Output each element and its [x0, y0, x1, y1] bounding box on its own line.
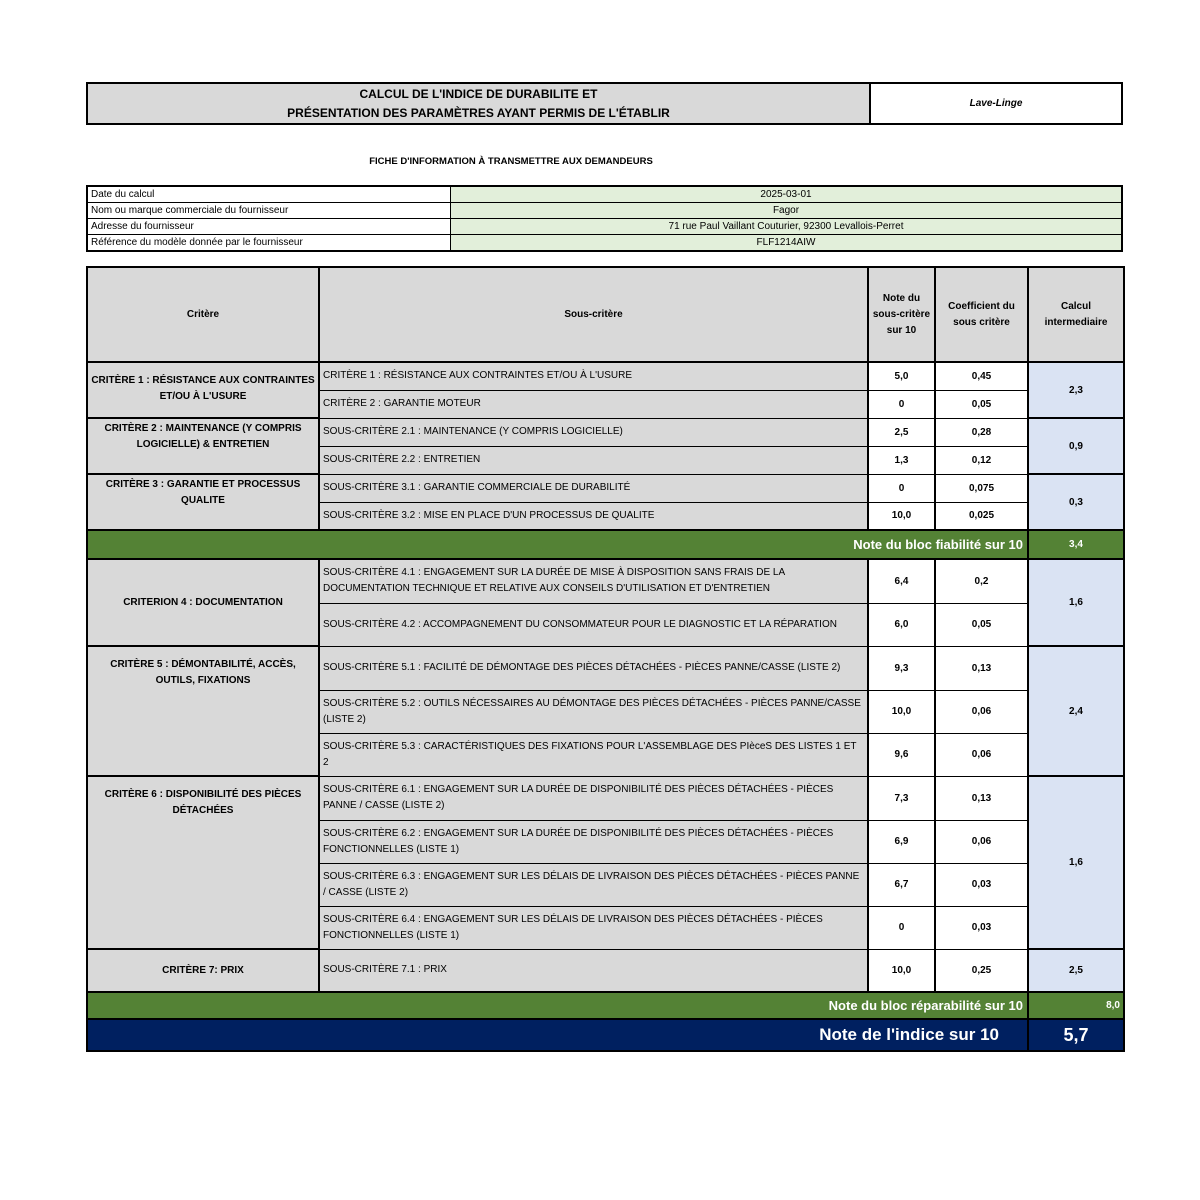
info-label: Nom ou marque commerciale du fournisseur: [87, 203, 451, 219]
info-value: Fagor: [451, 203, 1123, 219]
sub-criterion-note: 6,9: [868, 820, 935, 863]
sub-criterion-label: SOUS-CRITÈRE 5.2 : OUTILS NÉCESSAIRES AU DÉMONTAGE DES PIÈCES DÉTACHÉES - PIÈCES PANNE/CASSE (LISTE 2): [319, 690, 868, 733]
table-row: [87, 646, 1124, 690]
criterion-label: CRITÈRE 1 : RÉSISTANCE AUX CONTRAINTES ET/OU À L'USURE: [87, 362, 319, 418]
sub-criterion-label: SOUS-CRITÈRE 6.1 : ENGAGEMENT SUR LA DURÉE DE DISPONIBILITÉ DES PIÈCES DÉTACHÉES - PIÈCES PANNE / CASSE (LISTE 2): [319, 776, 868, 820]
criterion-label: CRITÈRE 6 : DISPONIBILITÉ DES PIÈCES DÉTACHÉES: [87, 776, 319, 949]
table-row: [87, 474, 1124, 502]
fiabilite-label: Note du bloc fiabilité sur 10: [87, 530, 1028, 559]
reparabilite-row: [87, 992, 1124, 1019]
info-label: Adresse du fournisseur: [87, 219, 451, 235]
sub-criterion-note: 7,3: [868, 776, 935, 820]
document-header: [86, 82, 1123, 125]
sub-criterion-label: SOUS-CRITÈRE 7.1 : PRIX: [319, 949, 868, 992]
sub-criterion-coef: 0,13: [935, 646, 1028, 690]
table-row: [87, 418, 1124, 446]
sub-criterion-label: SOUS-CRITÈRE 4.1 : ENGAGEMENT SUR LA DURÉE DE MISE À DISPOSITION SANS FRAIS DE LA DOCUMENTATION TECHNIQUE ET RELATIVE AUX CONSEILS D'UTILISATION ET D'ENTRETIEN: [319, 559, 868, 603]
sub-criterion-label: SOUS-CRITÈRE 5.3 : CARACTÉRISTIQUES DES FIXATIONS POUR L'ASSEMBLAGE DES PIèceS DES LISTES 1 ET 2: [319, 733, 868, 776]
sub-criterion-note: 0: [868, 474, 935, 502]
sub-criterion-label: SOUS-CRITÈRE 2.1 : MAINTENANCE (Y COMPRIS LOGICIELLE): [319, 418, 868, 446]
sub-criterion-note: 10,0: [868, 690, 935, 733]
supplier-info-table: [86, 185, 1123, 252]
info-row: [87, 186, 1122, 203]
criterion-calc: 1,6: [1028, 776, 1124, 949]
criterion-label: CRITÈRE 5 : DÉMONTABILITÉ, ACCÈS, OUTILS, FIXATIONS: [87, 646, 319, 776]
sub-criterion-coef: 0,025: [935, 502, 1028, 530]
info-value: 71 rue Paul Vaillant Couturier, 92300 Levallois-Perret: [451, 219, 1123, 235]
sub-criterion-label: SOUS-CRITÈRE 3.1 : GARANTIE COMMERCIALE DE DURABILITÉ: [319, 474, 868, 502]
criterion-calc: 0,9: [1028, 418, 1124, 474]
sub-criterion-note: 10,0: [868, 949, 935, 992]
sub-criterion-coef: 0,45: [935, 362, 1028, 390]
info-row: [87, 235, 1122, 252]
sub-criterion-coef: 0,03: [935, 863, 1028, 906]
criterion-calc: 0,3: [1028, 474, 1124, 530]
table-header-row: [87, 267, 1124, 362]
sub-criterion-coef: 0,03: [935, 906, 1028, 949]
document-title: [88, 84, 871, 123]
sub-criterion-note: 10,0: [868, 502, 935, 530]
sub-criterion-label: SOUS-CRITÈRE 6.4 : ENGAGEMENT SUR LES DÉLAIS DE LIVRAISON DES PIÈCES DÉTACHÉES - PIÈCES FONCTIONNELLES (LISTE 1): [319, 906, 868, 949]
criterion-label: CRITÈRE 3 : GARANTIE ET PROCESSUS QUALITE: [87, 474, 319, 530]
fiabilite-value: 3,4: [1028, 530, 1124, 559]
sub-criterion-note: 0: [868, 390, 935, 418]
sub-criterion-note: 6,4: [868, 559, 935, 603]
sub-criterion-note: 9,3: [868, 646, 935, 690]
criterion-calc: 1,6: [1028, 559, 1124, 646]
sub-criterion-coef: 0,13: [935, 776, 1028, 820]
column-header-calc: Calcul intermediaire: [1028, 267, 1124, 362]
sub-criterion-coef: 0,075: [935, 474, 1028, 502]
sub-criterion-label: CRITÈRE 2 : GARANTIE MOTEUR: [319, 390, 868, 418]
indice-row: [87, 1019, 1124, 1051]
info-row: [87, 219, 1122, 235]
indice-label: Note de l'indice sur 10: [87, 1019, 1028, 1051]
sub-criterion-note: 0: [868, 906, 935, 949]
info-label: Date du calcul: [87, 186, 451, 203]
product-type: Lave-Linge: [969, 98, 1023, 109]
table-row: [87, 949, 1124, 992]
sub-criterion-label: SOUS-CRITÈRE 2.2 : ENTRETIEN: [319, 446, 868, 474]
column-header-note: Note du sous-critère sur 10: [868, 267, 935, 362]
criterion-calc: 2,5: [1028, 949, 1124, 992]
sub-criterion-label: CRITÈRE 1 : RÉSISTANCE AUX CONTRAINTES ET/OU À L'USURE: [319, 362, 868, 390]
title-line-2: PRÉSENTATION DES PARAMÈTRES AYANT PERMIS DE L'ÉTABLIR: [287, 105, 670, 120]
criterion-label: CRITERION 4 : DOCUMENTATION: [87, 559, 319, 646]
sub-criterion-label: SOUS-CRITÈRE 3.2 : MISE EN PLACE D'UN PROCESSUS DE QUALITE: [319, 502, 868, 530]
info-value: FLF1214AIW: [451, 235, 1123, 252]
sub-criterion-label: SOUS-CRITÈRE 4.2 : ACCOMPAGNEMENT DU CONSOMMATEUR POUR LE DIAGNOSTIC ET LA RÉPARATION: [319, 603, 868, 646]
subtitle: FICHE D'INFORMATION À TRANSMETTRE AUX DEMANDEURS: [369, 156, 653, 167]
sub-criterion-note: 6,7: [868, 863, 935, 906]
durability-index-table: [86, 266, 1125, 1052]
info-label: Référence du modèle donnée par le fournisseur: [87, 235, 451, 252]
info-value: 2025-03-01: [451, 186, 1123, 203]
sub-criterion-coef: 0,12: [935, 446, 1028, 474]
sub-criterion-note: 5,0: [868, 362, 935, 390]
sub-criterion-coef: 0,25: [935, 949, 1028, 992]
fiabilite-row: [87, 530, 1124, 559]
sub-criterion-coef: 0,06: [935, 820, 1028, 863]
indice-value: 5,7: [1028, 1019, 1124, 1051]
sub-criterion-note: 6,0: [868, 603, 935, 646]
table-row: [87, 362, 1124, 390]
sub-criterion-label: SOUS-CRITÈRE 6.3 : ENGAGEMENT SUR LES DÉLAIS DE LIVRAISON DES PIÈCES DÉTACHÉES - PIÈCES PANNE / CASSE (LISTE 2): [319, 863, 868, 906]
sub-criterion-note: 1,3: [868, 446, 935, 474]
sub-criterion-coef: 0,2: [935, 559, 1028, 603]
criterion-label: CRITÈRE 7: PRIX: [87, 949, 319, 992]
criterion-label: CRITÈRE 2 : MAINTENANCE (Y COMPRIS LOGICIELLE) & ENTRETIEN: [87, 418, 319, 474]
table-row: [87, 776, 1124, 820]
sub-criterion-label: SOUS-CRITÈRE 5.1 : FACILITÉ DE DÉMONTAGE DES PIÈCES DÉTACHÉES - PIÈCES PANNE/CASSE (LISTE 2): [319, 646, 868, 690]
sub-criterion-note: 9,6: [868, 733, 935, 776]
sub-criterion-coef: 0,05: [935, 390, 1028, 418]
reparabilite-value: 8,0: [1028, 992, 1124, 1019]
column-header-coef: Coefficient du sous critère: [935, 267, 1028, 362]
sub-criterion-coef: 0,06: [935, 733, 1028, 776]
title-line-1: CALCUL DE L'INDICE DE DURABILITE ET: [359, 86, 598, 101]
sub-criterion-note: 2,5: [868, 418, 935, 446]
info-row: [87, 203, 1122, 219]
column-header-critere: Critère: [87, 267, 319, 362]
reparabilite-label: Note du bloc réparabilité sur 10: [87, 992, 1028, 1019]
sub-criterion-coef: 0,06: [935, 690, 1028, 733]
criterion-calc: 2,3: [1028, 362, 1124, 418]
table-row: [87, 559, 1124, 603]
criterion-calc: 2,4: [1028, 646, 1124, 776]
column-header-sous-critere: Sous-critère: [319, 267, 868, 362]
sub-criterion-coef: 0,28: [935, 418, 1028, 446]
sub-criterion-coef: 0,05: [935, 603, 1028, 646]
sub-criterion-label: SOUS-CRITÈRE 6.2 : ENGAGEMENT SUR LA DURÉE DE DISPONIBILITÉ DES PIÈCES DÉTACHÉES - PIÈCES FONCTIONNELLES (LISTE 1): [319, 820, 868, 863]
